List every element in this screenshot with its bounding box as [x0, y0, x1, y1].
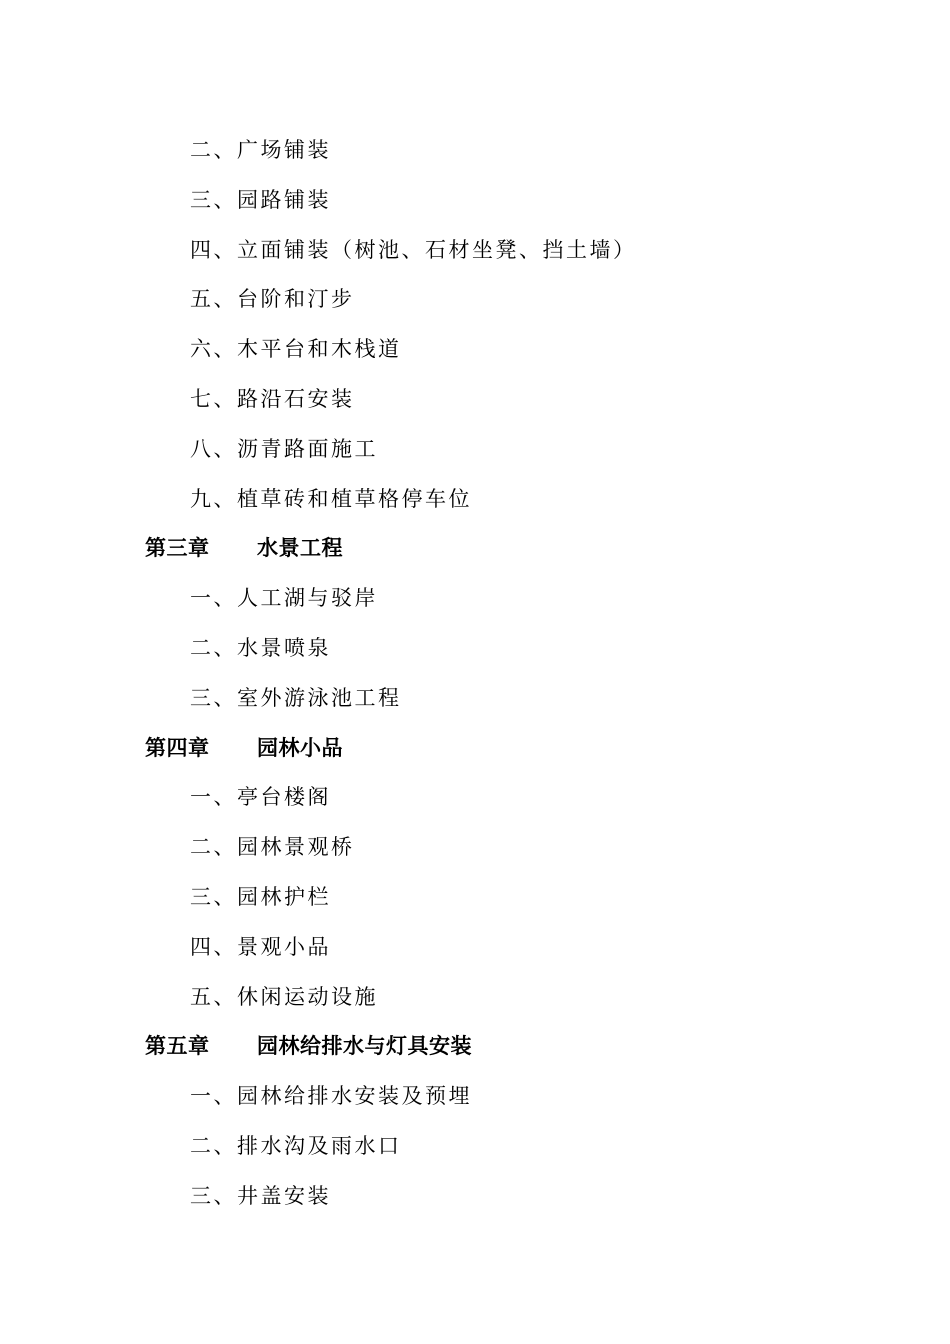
toc-entry: 四、景观小品: [190, 934, 331, 959]
chapter-heading: [0, 524, 950, 574]
toc-entry: 二、园林景观桥: [190, 835, 355, 860]
toc-entry: 三、园路铺装: [190, 187, 331, 212]
chapter-heading: [0, 724, 950, 774]
toc-entry: 二、排水沟及雨水口: [190, 1133, 402, 1158]
chapter-title: 园林给排水与灯具安装: [257, 1034, 472, 1059]
toc-entry: 一、亭台楼阁: [190, 785, 331, 810]
toc-entry: 三、室外游泳池工程: [190, 685, 402, 710]
toc-entry: 三、井盖安装: [190, 1183, 331, 1208]
toc-entry: 七、路沿石安装: [190, 386, 355, 411]
toc-entry: 九、植草砖和植草格停车位: [190, 486, 472, 511]
toc-entry: 二、广场铺装: [190, 138, 331, 162]
toc-entry: 一、人工湖与驳岸: [190, 586, 378, 611]
chapter-number: 第四章: [145, 735, 210, 760]
toc-entry: 一、园林给排水安装及预埋: [190, 1084, 472, 1109]
chapter-number: 第三章: [145, 536, 210, 561]
toc-entry: 五、台阶和汀步: [190, 287, 355, 312]
toc-entry: 四、立面铺装（树池、石材坐凳、挡土墙）: [190, 237, 637, 262]
toc-entry: 六、木平台和木栈道: [190, 337, 402, 362]
chapter-number: 第五章: [145, 1034, 210, 1059]
toc-entry: 五、休闲运动设施: [190, 984, 378, 1009]
table-of-contents: [0, 126, 950, 1222]
chapter-title: 水景工程: [257, 536, 343, 561]
toc-entry: 八、沥青路面施工: [190, 436, 378, 461]
chapter-heading: [0, 1022, 950, 1072]
toc-entry: 三、园林护栏: [190, 884, 331, 909]
chapter-title: 园林小品: [257, 735, 343, 760]
toc-entry: 二、水景喷泉: [190, 635, 331, 660]
